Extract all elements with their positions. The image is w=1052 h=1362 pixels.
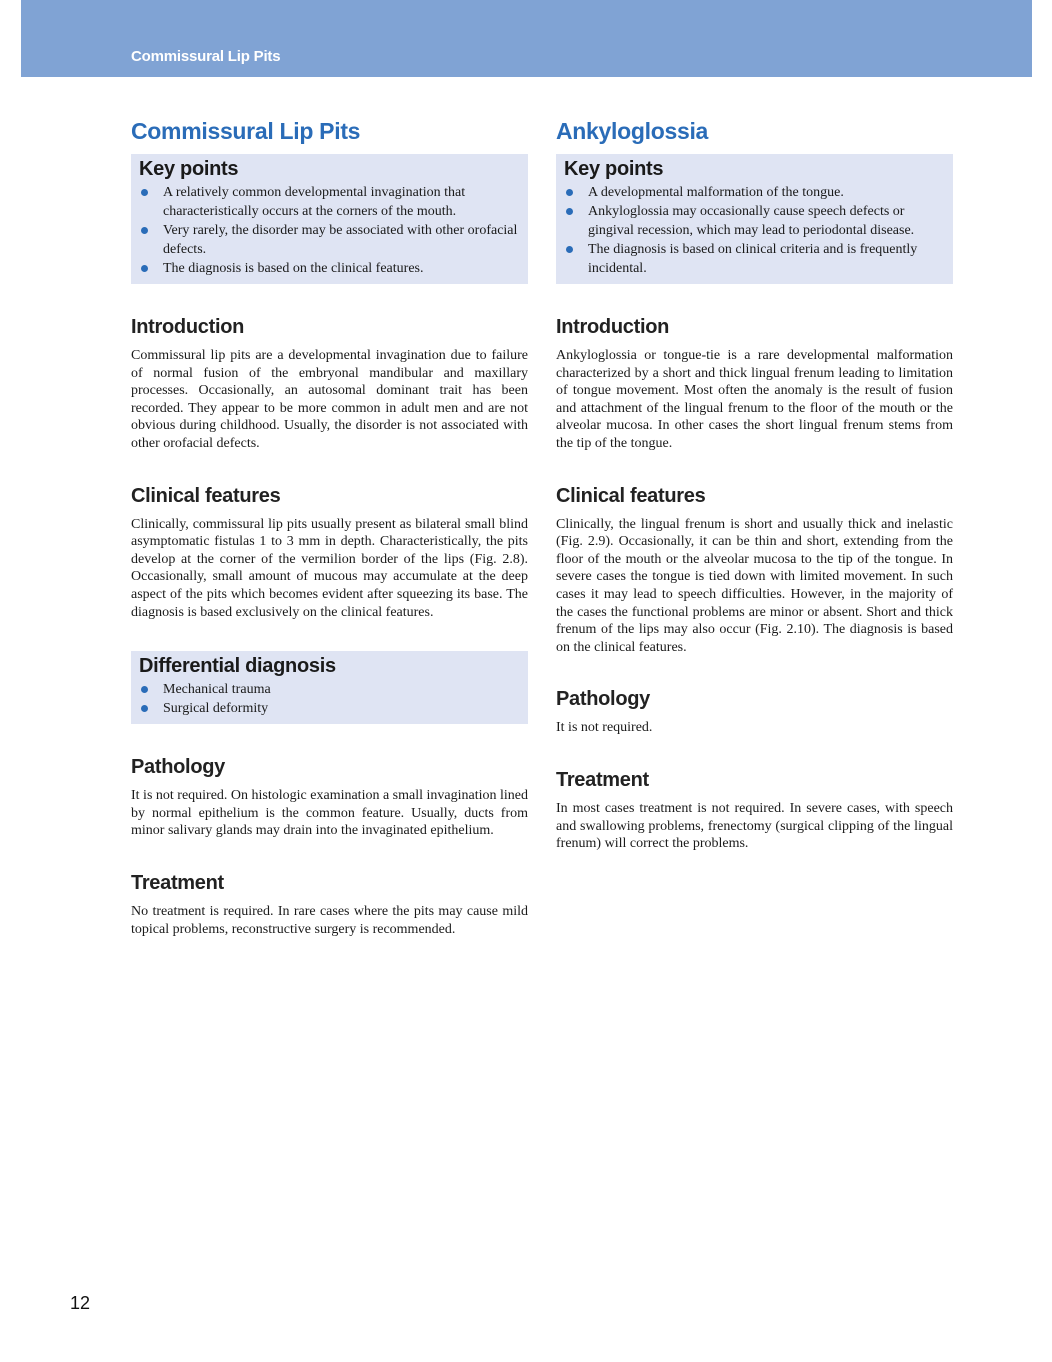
key-point-item xyxy=(564,202,945,240)
right-column xyxy=(556,116,953,883)
key-point-text: The diagnosis is based on clinical criteria and is frequently incidental. xyxy=(588,242,918,276)
key-points-box xyxy=(131,154,528,284)
differential-item xyxy=(139,680,520,699)
differential-text: Surgical deformity xyxy=(163,701,269,717)
header-band xyxy=(21,0,1032,77)
introduction-text: Ankyloglossia or tongue-tie is a rare developmental malformation characterized by a short and thick lingual frenum leading to limitation of tongue movement. Most often the anomaly is the result of fusion and attachment of the lingual frenum to the floor of the mouth or the alveolar mucosa. In other cases the short lingual frenum stems from the tip of the tongue. xyxy=(556,348,953,451)
bullet-icon xyxy=(566,246,573,253)
bullet-icon xyxy=(141,686,148,693)
key-points-list xyxy=(564,183,945,278)
key-points-list xyxy=(139,183,520,278)
bullet-icon xyxy=(566,189,573,196)
key-point-text: The diagnosis is based on the clinical features. xyxy=(163,261,424,276)
running-header-title: Commissural Lip Pits xyxy=(131,48,281,65)
clinical-features-heading: Clinical features xyxy=(131,484,281,507)
clinical-features-text: Clinically, the lingual frenum is short and usually thick and inelastic (Fig. 2.9). Occasionally, it can be thin and short, extending from the floor of the mouth or the alveolar mucosa to the tip of the tongue. In severe cases the tongue is tied down with limited movement. In such cases it may lead to speech difficulties. However, in the majority of the cases the functional problems are minor or absent. Short and thick frenum of the lips may also occur (Fig. 2.10). The diagnosis is based on the clinical features. xyxy=(556,516,953,655)
bullet-icon xyxy=(141,265,148,272)
key-point-text: Ankyloglossia may occasionally cause speech defects or gingival recession, which may lead to periodontal disease. xyxy=(588,204,915,238)
key-points-box xyxy=(556,154,953,284)
key-points-title: Key points xyxy=(139,158,239,180)
differential-diagnosis-title: Differential diagnosis xyxy=(139,655,336,678)
treatment-heading: Treatment xyxy=(556,768,649,791)
key-point-text: A relatively common developmental invagination that characteristically occurs at the corners of the mouth. xyxy=(163,185,466,219)
section-title-commissural-lip-pits: Commissural Lip Pits xyxy=(131,118,361,144)
treatment-heading: Treatment xyxy=(131,871,224,894)
introduction-heading: Introduction xyxy=(556,316,670,338)
bullet-icon xyxy=(141,189,148,196)
differential-item xyxy=(139,699,520,718)
bullet-icon xyxy=(141,227,148,234)
introduction-heading: Introduction xyxy=(131,316,245,338)
page-number: 12 xyxy=(70,1293,91,1313)
clinical-features-text: Clinically, commissural lip pits usually present as bilateral small blind asymptomatic fistulas 1 to 3 mm in depth. Characteristically, the pits develop at the corner of the vermilion border of the lips (Fig. 2.8). Occasionally, small amount of mucous may accumulate at the deep aspect of the pits which becomes evident after squeezing its base. The diagnosis is based exclusively on the clinical features. xyxy=(131,516,528,620)
clinical-features-heading: Clinical features xyxy=(556,484,706,507)
introduction-text: Commissural lip pits are a developmental invagination due to failure of normal fusion of the embryonal mandibular and maxillary processes. Occasionally, an autosomal dominant trait has been recorded. They appear to be more common in adult men and are not obvious during childhood. Usually, the disorder is not associated with other orofacial defects. xyxy=(131,348,528,451)
key-point-item xyxy=(139,221,520,259)
differential-diagnosis-box xyxy=(131,651,528,724)
bullet-icon xyxy=(141,705,148,712)
pathology-heading: Pathology xyxy=(131,756,225,779)
left-column xyxy=(131,116,528,968)
differential-diagnosis-list xyxy=(139,680,520,718)
key-point-item xyxy=(564,240,945,278)
treatment-text: In most cases treatment is not required. In severe cases, with speech and swallowing problems, frenectomy (surgical clipping of the lingual frenum) will correct the problems. xyxy=(556,800,953,852)
section-title-ankyloglossia: Ankyloglossia xyxy=(556,118,709,144)
key-point-text: Very rarely, the disorder may be associated with other orofacial defects. xyxy=(163,223,518,257)
differential-text: Mechanical trauma xyxy=(163,682,271,698)
pathology-text: It is not required. xyxy=(556,720,653,736)
key-points-title: Key points xyxy=(564,158,664,180)
treatment-text: No treatment is required. In rare cases where the pits may cause mild topical problems, reconstructive surgery is recommended. xyxy=(131,903,528,937)
key-point-item xyxy=(564,183,945,202)
key-point-text: A developmental malformation of the tongue. xyxy=(588,185,844,200)
pathology-heading: Pathology xyxy=(556,688,650,711)
key-point-item xyxy=(139,183,520,221)
bullet-icon xyxy=(566,208,573,215)
key-point-item xyxy=(139,259,520,278)
pathology-text: It is not required. On histologic examination a small invagination lined by normal epithelium is the common feature. Usually, ducts from minor salivary glands may drain into the invaginated epithelium. xyxy=(131,788,528,839)
